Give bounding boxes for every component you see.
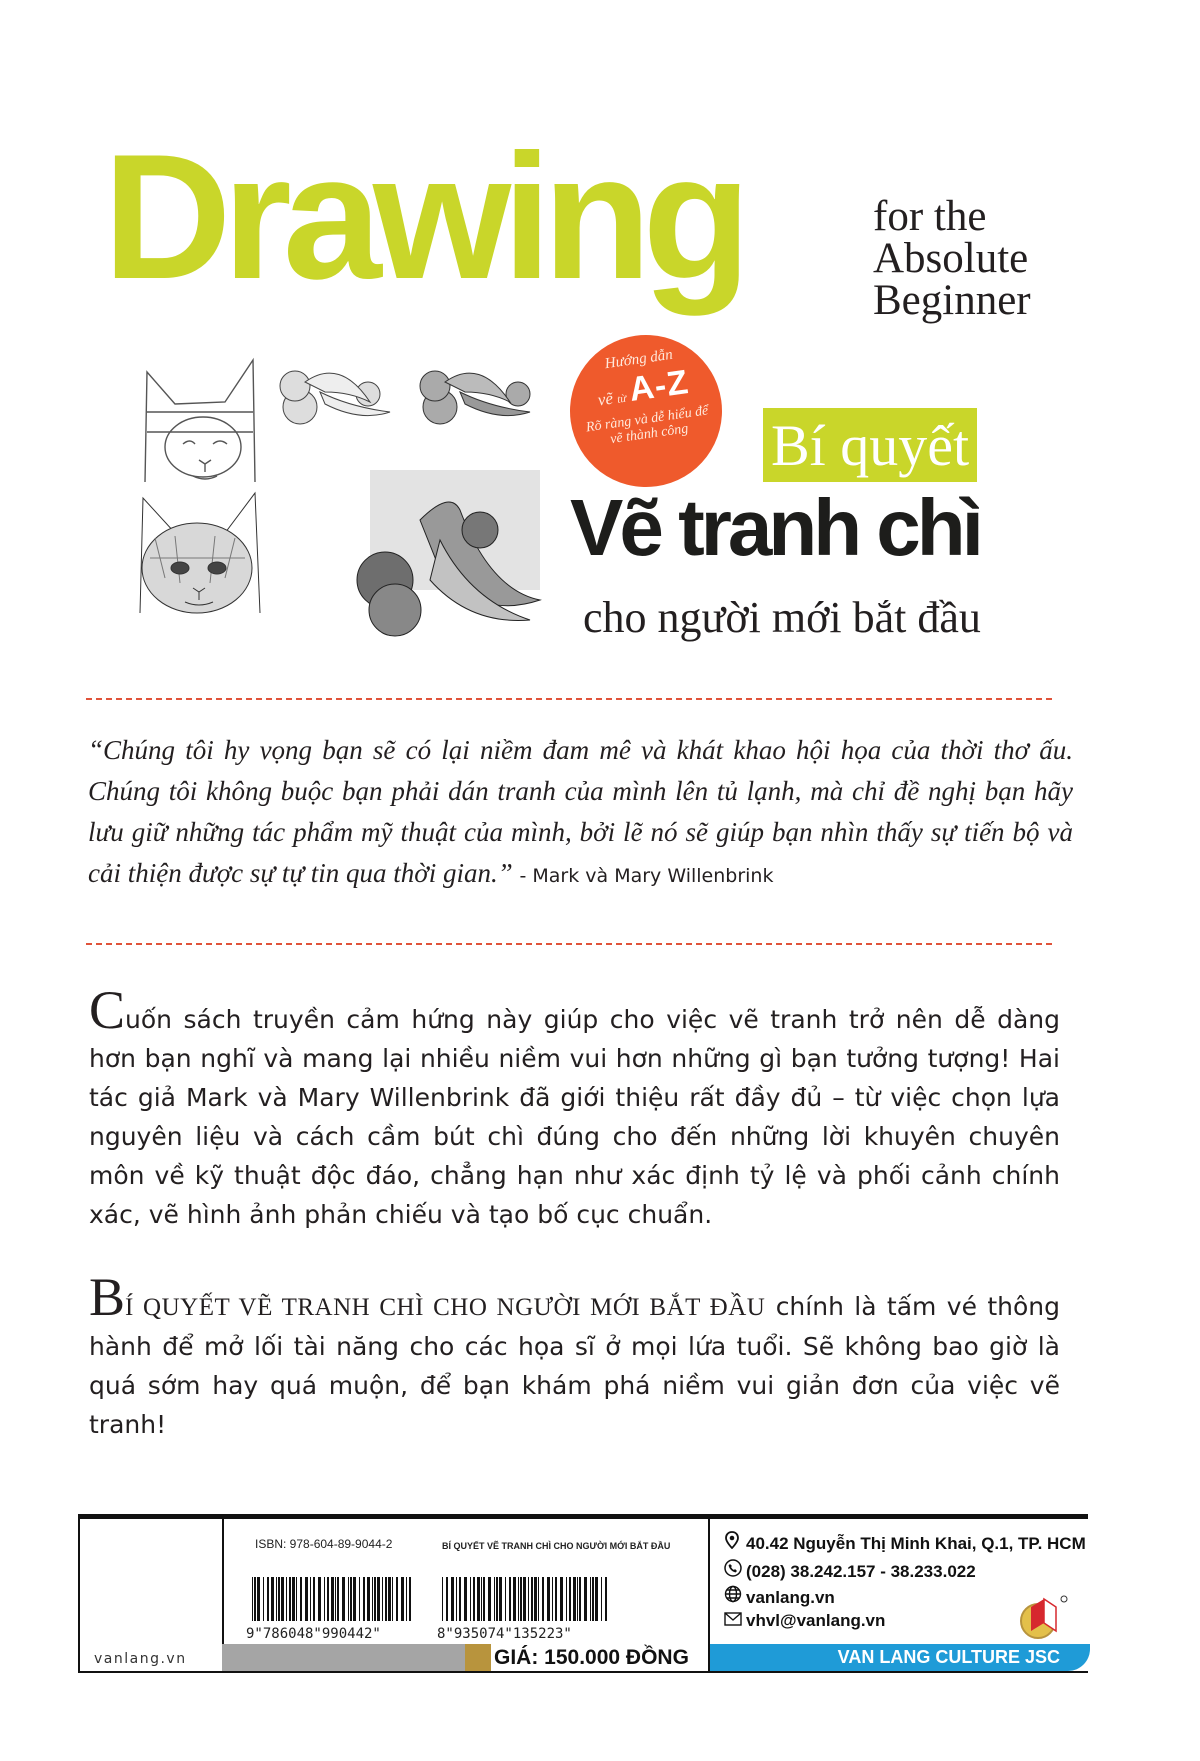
barcode-bar	[560, 1577, 563, 1621]
barcode-bar	[374, 1577, 376, 1621]
barcode-bar	[534, 1577, 537, 1621]
barcode-bar	[569, 1577, 571, 1621]
barcode-bar	[382, 1577, 383, 1621]
paragraph-text: uốn sách truyền cảm hứng này giúp cho việc vẽ tranh trở nên dễ dàng hơn bạn nghĩ và mang lại nhiều niềm vui hơn những gì bạn tưởng tượng! Hai tác giả Mark và Mary Willenbrink đã giới thiệu rất đầy đủ – từ việc chọn lựa nguyên liệu và cách cầm bút chì đúng cho đến những lời khuyên chuyên môn về kỹ thuật độc đáo, chẳng hạn như xác định tỷ lệ và phối cảnh chính xác, vẽ hình ảnh phản chiếu và tạo bố cục chuẩn.	[89, 1005, 1060, 1229]
email: vhvl@vanlang.vn	[746, 1611, 886, 1630]
barcode-bar	[281, 1577, 284, 1621]
barcode-bar	[300, 1577, 302, 1621]
price: GIÁ: 150.000 ĐỒNG	[494, 1646, 689, 1669]
fruit-sketch-1	[270, 362, 410, 442]
barcode-bar	[584, 1577, 587, 1621]
divider	[86, 943, 1052, 945]
barcode-bar	[555, 1577, 557, 1621]
barcode-bar	[350, 1577, 352, 1621]
barcode-bar	[605, 1577, 607, 1621]
gray-strip	[222, 1644, 465, 1671]
phone: (028) 38.242.157 - 38.233.022	[746, 1562, 976, 1581]
main-title: Drawing	[103, 117, 743, 316]
barcode-bar	[278, 1577, 280, 1621]
az-badge	[560, 325, 732, 497]
subtitle-line: Beginner	[873, 277, 1031, 324]
barcode-bar	[313, 1577, 315, 1621]
barcode-bar	[459, 1577, 461, 1621]
barcode-bar	[337, 1577, 339, 1621]
back-cover-footer	[78, 1514, 1088, 1673]
address: 40.42 Nguyễn Thị Minh Khai, Q.1, TP. HCM	[746, 1534, 1086, 1553]
quote-author: - Mark và Mary Willenbrink	[519, 865, 774, 887]
barcode-bar	[481, 1577, 482, 1621]
barcode-bar	[267, 1577, 269, 1621]
barcode-bar	[523, 1577, 526, 1621]
email-line[interactable]	[724, 1611, 885, 1631]
barcode-bar	[513, 1577, 516, 1621]
barcode-bar	[547, 1577, 550, 1621]
barcode-bar	[263, 1577, 264, 1621]
barcode-bar	[518, 1577, 519, 1621]
barcode-bar	[573, 1577, 576, 1621]
barcode-bar	[254, 1577, 256, 1621]
barcode-bar	[324, 1577, 325, 1621]
subtitle	[873, 193, 1031, 324]
barcode-bar	[538, 1577, 539, 1621]
barcode-bar	[286, 1577, 287, 1621]
barcode-bar	[401, 1577, 404, 1621]
subtitle-line: for the	[873, 193, 987, 240]
publisher-panel	[708, 1519, 1090, 1671]
barcode-bar	[579, 1577, 581, 1621]
barcode-digits: 8"935074"135223"	[437, 1626, 572, 1642]
barcode-bar	[499, 1577, 502, 1621]
barcode-bar	[470, 1577, 471, 1621]
footer-left-panel	[78, 1519, 224, 1671]
barcode-bar	[342, 1577, 345, 1621]
barcode-bar	[377, 1577, 380, 1621]
barcode-bar	[488, 1577, 491, 1621]
barcode-bar	[396, 1577, 398, 1621]
barcode-bar	[271, 1577, 274, 1621]
paragraph-text: chính là tấm vé thông hành để mở lối tài năng cho các họa sĩ ở mọi lứa tuổi. Sẽ không bao giờ là quá sớm hay quá muộn, để bạn khám phá niềm vui giản đơn của việc vẽ tranh!	[89, 1292, 1060, 1439]
publisher-name: VAN LANG CULTURE JSC	[837, 1647, 1060, 1667]
barcode-bar	[305, 1577, 308, 1621]
barcode-bar	[577, 1577, 578, 1621]
barcode-digits: 9"786048"990442"	[246, 1626, 381, 1642]
location-pin-icon	[724, 1531, 746, 1554]
body-paragraph-1	[89, 980, 1060, 1234]
barcode-bar	[601, 1577, 602, 1621]
badge-ve: vẽ	[596, 388, 615, 410]
phone-line	[724, 1559, 976, 1582]
mail-icon	[724, 1611, 746, 1631]
barcode-bar	[363, 1577, 365, 1621]
barcode-bar	[385, 1577, 387, 1621]
barcode-bar	[483, 1577, 485, 1621]
isbn-barcode	[250, 1577, 415, 1625]
barcode-bar	[464, 1577, 467, 1621]
barcode-bar	[296, 1577, 297, 1621]
barcode-bar	[566, 1577, 567, 1621]
book-title-caps: Í QUYẾT VẼ TRANH CHÌ CHO NGƯỜI MỚI BẮT ĐẦU	[125, 1294, 766, 1321]
barcode-bar	[327, 1577, 329, 1621]
barcode-bar	[446, 1577, 448, 1621]
barcode-bar	[318, 1577, 321, 1621]
badge-line: Rõ ràng và dễ hiểu để vẽ thành công	[585, 403, 710, 448]
barcode-bar	[409, 1577, 411, 1621]
barcode-bar	[359, 1577, 360, 1621]
body-paragraph-2	[89, 1267, 1060, 1444]
barcode-bar	[552, 1577, 553, 1621]
barcode-bar	[292, 1577, 295, 1621]
barcode-bar	[456, 1577, 457, 1621]
quote-block	[88, 730, 1073, 897]
quote-text: “Chúng tôi hy vọng bạn sẽ có lại niềm đam mê và khát khao hội họa của thời thơ ấu. Chúng tôi không buộc bạn phải dán tranh của mình lên tủ lạnh, mà chỉ đề nghị bạn hãy lưu giữ những tác phẩm mỹ thuật của mình, bởi lẽ nó sẽ giúp bạn nhìn thấy sự tiến bộ và cải thiện được sự tự tin qua thời gian.”	[88, 735, 1073, 888]
cat-sketch-outline	[135, 352, 265, 487]
globe-icon	[724, 1585, 746, 1608]
barcode-book-title: BÍ QUYẾT VẼ TRANH CHÌ CHO NGƯỜI MỚI BẮT ĐẦU	[442, 1541, 671, 1551]
barcode-bar	[335, 1577, 336, 1621]
fruit-sketch-shaded	[330, 470, 570, 640]
divider	[86, 698, 1052, 700]
product-barcode	[440, 1577, 610, 1625]
address-line	[724, 1531, 1086, 1554]
barcode-bar	[257, 1577, 260, 1621]
isbn: ISBN: 978-604-89-9044-2	[255, 1537, 393, 1551]
barcode-bar	[531, 1577, 533, 1621]
barcode-bar	[542, 1577, 544, 1621]
fruit-sketch-2	[410, 362, 550, 442]
badge-tu: từ	[616, 392, 628, 406]
barcode-bar	[473, 1577, 475, 1621]
barcode-bar	[451, 1577, 454, 1621]
barcode-bar	[289, 1577, 291, 1621]
dropcap: C	[89, 980, 126, 1040]
barcode-bar	[494, 1577, 495, 1621]
barcode-bar	[331, 1577, 334, 1621]
barcode-bar	[590, 1577, 591, 1621]
barcode-bar	[388, 1577, 391, 1621]
barcode-bar	[442, 1577, 443, 1621]
subtitle-line: Absolute	[873, 235, 1029, 282]
barcode-bar	[252, 1577, 253, 1621]
barcode-bar	[372, 1577, 373, 1621]
barcode-bar	[276, 1577, 277, 1621]
barcode-bar	[310, 1577, 311, 1621]
barcode-bar	[406, 1577, 407, 1621]
gold-strip	[465, 1644, 491, 1671]
barcode-bar	[505, 1577, 506, 1621]
dropcap: B	[89, 1267, 126, 1327]
cat-sketch-shaded	[125, 488, 270, 618]
website-left: vanlang.vn	[94, 1651, 187, 1667]
vn-title-ve-tranh-chi: Vẽ tranh chì	[570, 483, 980, 572]
badge-az: A-Z	[626, 362, 692, 409]
barcode-bar	[496, 1577, 498, 1621]
barcode-bar	[520, 1577, 522, 1621]
barcode-bar	[592, 1577, 594, 1621]
vn-title-bi-quyet: Bí quyết	[763, 408, 977, 482]
barcode-bar	[477, 1577, 480, 1621]
publisher-logo-icon	[1014, 1593, 1070, 1639]
barcode-bar	[392, 1577, 393, 1621]
barcode-bar	[595, 1577, 598, 1621]
vn-title-subtitle: cho người mới bắt đầu	[583, 593, 981, 642]
barcode-bar	[348, 1577, 349, 1621]
badge-line: Hướng dẫn	[603, 346, 674, 373]
barcode-bar	[509, 1577, 511, 1621]
web: vanlang.vn	[746, 1588, 835, 1607]
barcode-bar	[528, 1577, 529, 1621]
web-line[interactable]	[724, 1585, 835, 1608]
barcode-panel	[222, 1519, 707, 1671]
barcode-bar	[367, 1577, 370, 1621]
barcode-bar	[353, 1577, 356, 1621]
phone-icon	[724, 1559, 746, 1582]
